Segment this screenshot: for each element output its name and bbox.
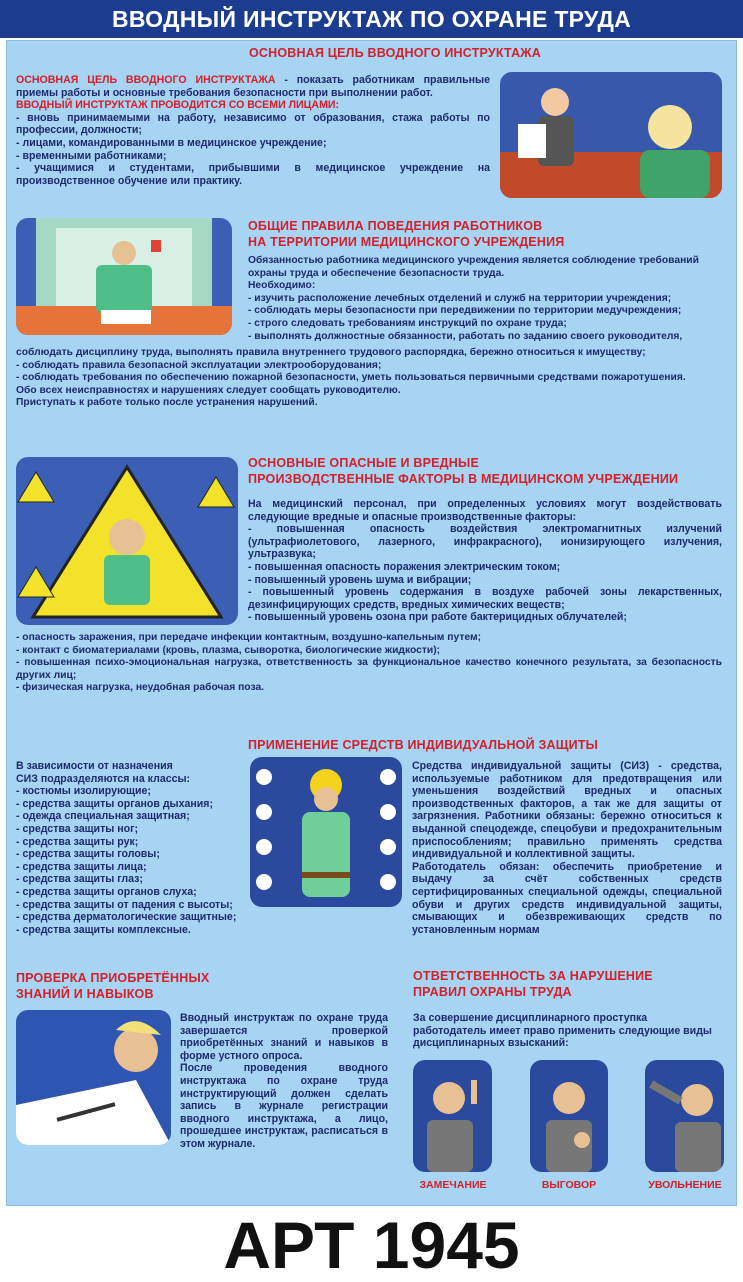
paragraph: Работодатель обязан: обеспечить приобретение и выдачу за счёт собственных средств сертифицированных специальной одежды, специальной обуви и других средств индивидуальной защиты, смывающих и обезвреживающих средств по установленным нормам bbox=[412, 860, 722, 936]
instructor-illustration bbox=[500, 72, 722, 198]
list-item: соблюдать дисциплину труда, выполнять правила внутреннего трудового распорядка, бережно относиться к имуществу; bbox=[16, 347, 646, 358]
section2-text bbox=[248, 255, 733, 343]
list-item: - выполнять должностные обязанности, работать по заданию своего руководителя, bbox=[248, 330, 683, 342]
list-item: - средства защиты глаз; bbox=[16, 873, 143, 886]
list-item: - костюмы изолирующие; bbox=[16, 785, 151, 798]
section1-heading: ОСНОВНАЯ ЦЕЛЬ ВВОДНОГО ИНСТРУКТАЖА bbox=[248, 46, 542, 60]
section4-heading: ПРИМЕНЕНИЕ СРЕДСТВ ИНДИВИДУАЛЬНОЙ ЗАЩИТЫ bbox=[248, 738, 599, 752]
section1-text bbox=[16, 74, 490, 187]
penalty-label: ВЫГОВОР bbox=[541, 1179, 597, 1191]
dismissal-illustration bbox=[645, 1060, 724, 1172]
lead-text: - показать работникам правильные приемы работы и основные требования безопасности при выполнении работ. bbox=[16, 74, 490, 99]
list-item: - средства защиты органов дыхания; bbox=[16, 797, 213, 810]
lead-red: ОСНОВНАЯ ЦЕЛЬ ВВОДНОГО ИНСТРУКТАЖА bbox=[16, 74, 276, 86]
heading-line: ОТВЕТСТВЕННОСТЬ ЗА НАРУШЕНИЕ bbox=[413, 969, 653, 983]
list-item: - средства дерматологические защитные; bbox=[16, 911, 237, 924]
penalty-label: ЗАМЕЧАНИЕ bbox=[419, 1179, 487, 1191]
intro: Обязанностью работника медицинского учреждения является соблюдение требований охраны труда и обеспечение безопасности труда. bbox=[248, 255, 699, 279]
list-item: На медицинский персонал, при определенных условиях могут воздействовать следующие вредные и опасные производственные факторы: bbox=[248, 498, 722, 523]
list-item: - повышенная опасность воздействия электромагнитных излучений (ультрафиолетового, лазерного, инфракрасного), ионизирующего излучения, ультразвука; bbox=[248, 523, 722, 561]
list-item: - физическая нагрузка, неудобная рабочая поза. bbox=[16, 682, 265, 694]
list-item: - одежда специальная защитная; bbox=[16, 810, 190, 823]
list-item: - средства защиты лица; bbox=[16, 860, 147, 873]
list-item: - средства защиты рук; bbox=[16, 835, 139, 848]
heading-line: ОБЩИЕ ПРАВИЛА ПОВЕДЕНИЯ РАБОТНИКОВ bbox=[248, 219, 543, 233]
heading-line: ПРОВЕРКА ПРИОБРЕТЁННЫХ bbox=[16, 971, 210, 985]
sub-red: ВВОДНЫЙ ИНСТРУКТАЖ ПРОВОДИТСЯ СО ВСЕМИ ЛИЦАМИ: bbox=[16, 99, 340, 112]
worker-corridor-illustration bbox=[16, 218, 232, 335]
list-item: - повышенный уровень шума и вибрации; bbox=[248, 573, 472, 586]
list-item: - повышенный уровень содержания в воздухе рабочей зоны лекарственных, дезинфицирующих средств, вредных химических веществ; bbox=[248, 586, 722, 611]
exam-illustration bbox=[16, 1010, 171, 1145]
list-item: - строго следовать требованиям инструкций по охране труда; bbox=[248, 317, 567, 329]
article-number: АРТ 1945 bbox=[223, 1208, 520, 1282]
list-item: - средства защиты ног; bbox=[16, 822, 139, 835]
list-item: - повышенная опасность поражения электрическим током; bbox=[248, 560, 561, 573]
list-item: - средства защиты головы; bbox=[16, 848, 160, 861]
list-item: - повышенная психо-эмоциональная нагрузка, ответственность за функциональное качество конечного результата, за безопасность других лиц; bbox=[16, 657, 722, 681]
list-item: - изучить расположение лечебных отделений и служб на территории учреждения; bbox=[248, 292, 672, 304]
section3-heading bbox=[248, 455, 678, 487]
list-item: - лицами, командированными в медицинское учреждение; bbox=[16, 136, 327, 149]
list-item: Приступать к работе только после устранения нарушений. bbox=[16, 397, 318, 409]
list-item: В зависимости от назначения bbox=[16, 760, 173, 772]
list-item: - соблюдать правила безопасной эксплуатации электрооборудования; bbox=[16, 359, 382, 371]
reprimand-illustration bbox=[530, 1060, 608, 1172]
list-item: - учащимися и студентами, прибывшими в медицинское учреждение на производственное обучение или практику. bbox=[16, 162, 490, 187]
list-item: - средства защиты от падения с высоты; bbox=[16, 898, 233, 911]
list-item: СИЗ подразделяются на классы: bbox=[16, 772, 191, 785]
paragraph: Вводный инструктаж по охране труда завершается проверкой приобретённых знаний и навыков в форме устного опроса. bbox=[180, 1012, 388, 1062]
list-item: - соблюдать меры безопасности при передвижении по территории медучреждения; bbox=[248, 305, 682, 317]
heading-line: ПРАВИЛ ОХРАНЫ ТРУДА bbox=[413, 985, 572, 999]
section5-text bbox=[180, 1012, 388, 1151]
hazards-illustration bbox=[16, 457, 238, 625]
section2-full-text bbox=[16, 347, 736, 410]
list-item: - средства защиты органов слуха; bbox=[16, 885, 197, 898]
section3-text bbox=[248, 498, 722, 624]
list-item: - повышенный уровень озона при работе бактерицидных облучателей; bbox=[248, 611, 627, 624]
list-item: - временными работниками; bbox=[16, 149, 167, 162]
section5-heading bbox=[16, 970, 209, 1002]
list-item: - контакт с биоматериалами (кровь, плазма, сыворотка, биологические жидкости); bbox=[16, 644, 441, 656]
list-item: - соблюдать требования по обеспечению пожарной безопасности, уметь пользоваться первичными средствами пожаротушения. bbox=[16, 372, 686, 384]
ppe-classes-list bbox=[16, 760, 246, 936]
section6-heading bbox=[413, 968, 653, 1000]
poster-title: ВВОДНЫЙ ИНСТРУКТАЖ ПО ОХРАНЕ ТРУДА bbox=[0, 0, 743, 38]
section6-text: За совершение дисциплинарного проступка работодатель имеет право применить следующие виды дисциплинарных взысканий: bbox=[413, 1012, 712, 1050]
ppe-worker-illustration bbox=[250, 757, 402, 907]
list-item: Обо всех неисправностях и нарушениях следует сообщать руководителю. bbox=[16, 384, 401, 396]
heading-line: ПРОИЗВОДСТВЕННЫЕ ФАКТОРЫ В МЕДИЦИНСКОМ УЧРЕЖДЕНИИ bbox=[248, 472, 679, 486]
section3-full-text bbox=[16, 632, 722, 695]
heading-line: НА ТЕРРИТОРИИ МЕДИЦИНСКОГО УЧРЕЖДЕНИЯ bbox=[248, 235, 565, 249]
section2-heading bbox=[248, 218, 564, 250]
ppe-description bbox=[412, 760, 722, 936]
paragraph: После проведения вводного инструктажа по охране труда инструктирующий должен сделать запись в журнале регистрации вводного инструктажа, а лицо, прошедшее инструктаж, расписаться в этом журнале. bbox=[180, 1062, 388, 1150]
list-item: - вновь принимаемыми на работу, независимо от образования, стажа работы по профессии, должности; bbox=[16, 111, 490, 137]
need-label: Необходимо: bbox=[248, 280, 316, 292]
penalty-label: УВОЛЬНЕНИЕ bbox=[648, 1179, 722, 1191]
heading-line: ОСНОВНЫЕ ОПАСНЫЕ И ВРЕДНЫЕ bbox=[248, 456, 479, 470]
paragraph: Средства индивидуальной защиты (СИЗ) - средства, используемые работником для предотвращения или уменьшения воздействий вредных и опасных производственных факторов, а так же для защиты от загрязнения. Работники обязаны: бережно относиться к выданной спецодежде, спецобуви и предохранительным приспособлениям; правильно применять средства индивидуальной и коллективной защиты. bbox=[412, 760, 722, 861]
heading-line: ЗНАНИЙ И НАВЫКОВ bbox=[16, 987, 154, 1001]
remark-illustration bbox=[413, 1060, 492, 1172]
list-item: - средства защиты комплексные. bbox=[16, 923, 191, 936]
list-item: - опасность заражения, при передаче инфекции контактным, воздушно-капельным путем; bbox=[16, 632, 482, 643]
